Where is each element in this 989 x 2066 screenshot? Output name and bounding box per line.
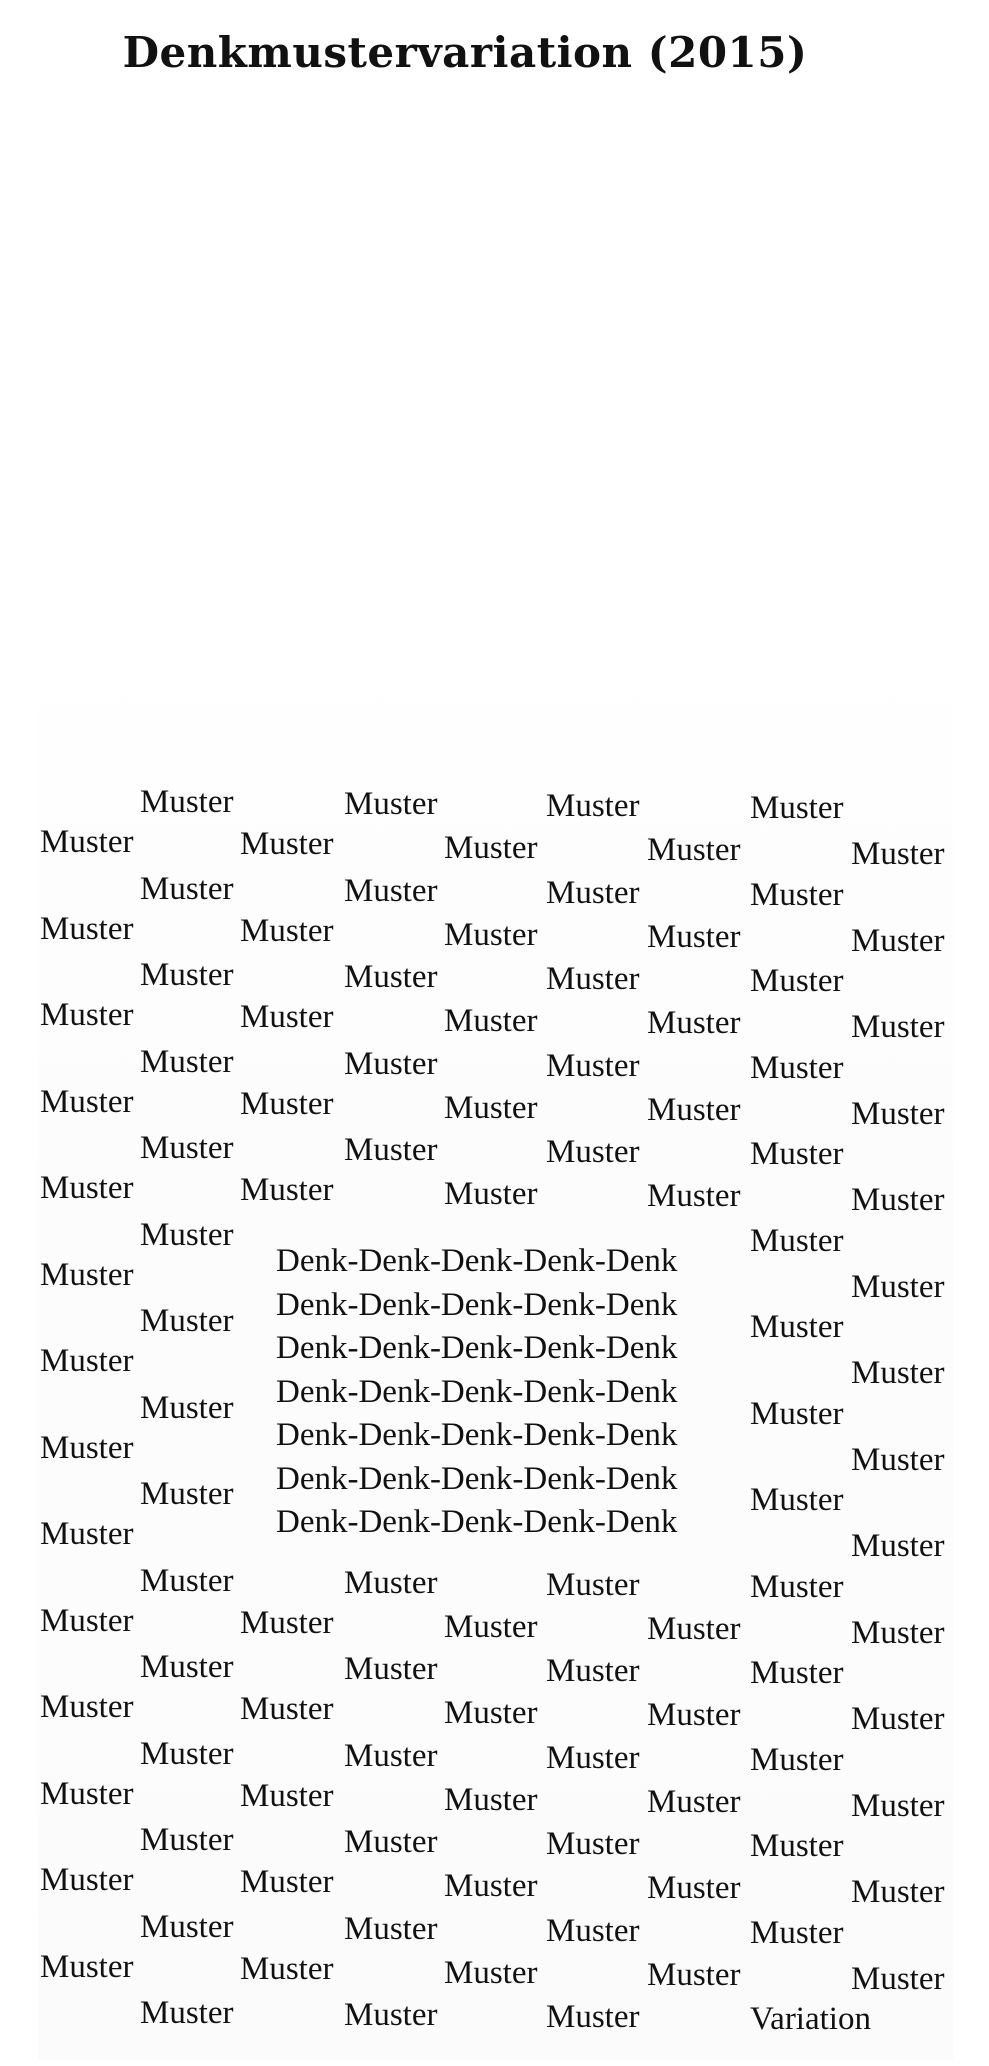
muster-word: Muster [40,1862,134,1898]
muster-word: Muster [851,922,945,959]
muster-word: Muster [750,1568,844,1605]
muster-word: Muster [140,1216,234,1253]
muster-word: Muster [750,1482,844,1518]
muster-word: Muster [240,1864,334,1900]
muster-word: Muster [344,1564,438,1601]
muster-word: Muster [750,1049,844,1086]
muster-word: Muster [140,1995,234,2031]
muster-word: Muster [344,1997,438,2033]
muster-word: Muster [647,1697,741,1733]
muster-word: Muster [647,832,741,868]
muster-word: Muster [750,1136,844,1172]
muster-word: Muster [240,999,334,1035]
muster-word: Muster [750,1828,844,1864]
muster-word: Muster [444,1868,538,1904]
muster-word: Muster [851,1874,945,1910]
muster-word: Muster [344,1824,438,1860]
denk-block [276,1240,677,1545]
muster-word: Muster [40,1429,134,1466]
muster-word: Muster [240,912,334,949]
muster-word: Muster [140,1822,234,1858]
muster-word: Muster [140,1908,234,1945]
muster-word: Muster [40,997,134,1033]
muster-word: Muster [140,1389,234,1426]
muster-word: Muster [344,1910,438,1947]
muster-word: Muster [444,1695,538,1731]
muster-word: Muster [647,1783,741,1820]
muster-word: Muster [344,1132,438,1168]
muster-word: Muster [344,1651,438,1687]
muster-word: Muster [851,1268,945,1305]
muster-word: Muster [444,1176,538,1212]
muster-word: Muster [40,1256,134,1293]
muster-word: Muster [546,874,640,911]
muster-word: Muster [647,1610,741,1647]
muster-word: Muster [851,1441,945,1478]
muster-word: Muster [851,1787,945,1824]
muster-word: Muster [444,1954,538,1991]
muster-word: Muster [546,1134,640,1170]
muster-word: Muster [40,1689,134,1725]
muster-word: Muster [444,1781,538,1818]
muster-word: Muster [344,872,438,909]
muster-word: Muster [40,1775,134,1812]
muster-word: Muster [140,870,234,907]
muster-word: Muster [546,1653,640,1689]
muster-word: Muster [851,1701,945,1737]
poem-title: Denkmustervariation (2015) [122,28,808,77]
muster-word: Muster [647,1005,741,1041]
muster-word: Muster [344,1737,438,1774]
muster-word: Muster [546,1739,640,1776]
muster-word: Muster [344,786,438,822]
muster-word: Muster [851,1614,945,1651]
denk-line: Denk-Denk-Denk-Denk-Denk [276,1330,678,1366]
muster-word: Muster [750,790,844,826]
muster-word: Muster [140,1735,234,1772]
muster-word: Muster [851,1355,945,1391]
muster-word: Muster [40,1602,134,1639]
muster-word: Muster [750,1395,844,1432]
muster-word: Muster [40,1343,134,1379]
variation-word: Variation [750,2001,871,2037]
muster-word: Muster [546,1047,640,1084]
muster-word: Muster [851,1960,945,1997]
muster-word: Muster [647,918,741,955]
muster-word: Muster [140,957,234,993]
muster-word: Muster [240,1777,334,1814]
muster-word: Muster [240,1691,334,1727]
denk-line: Denk-Denk-Denk-Denk-Denk [276,1460,678,1497]
muster-word: Muster [851,1182,945,1218]
muster-word: Muster [40,1516,134,1552]
muster-word: Muster [546,788,640,824]
muster-word: Muster [851,1009,945,1045]
muster-word: Muster [851,1528,945,1564]
muster-word: Muster [750,876,844,913]
muster-word: Muster [546,1826,640,1862]
denk-line: Denk-Denk-Denk-Denk-Denk [276,1243,678,1279]
muster-word: Muster [444,1089,538,1126]
muster-word: Muster [40,1083,134,1120]
denk-line: Denk-Denk-Denk-Denk-Denk [276,1373,678,1410]
muster-word: Muster [444,1608,538,1645]
muster-word: Muster [240,1085,334,1122]
muster-word: Muster [444,830,538,866]
muster-word: Muster [344,1045,438,1082]
muster-word: Muster [140,1649,234,1685]
denk-line: Denk-Denk-Denk-Denk-Denk [276,1504,678,1540]
muster-word: Muster [546,1566,640,1603]
muster-word: Muster [240,1950,334,1987]
muster-word: Muster [40,1948,134,1985]
denk-line: Denk-Denk-Denk-Denk-Denk [276,1417,678,1453]
muster-word: Muster [647,1956,741,1993]
muster-word: Muster [140,1043,234,1080]
muster-word: Muster [140,1303,234,1339]
muster-word: Muster [240,1604,334,1641]
muster-word: Muster [344,959,438,995]
muster-word: Muster [750,1222,844,1259]
muster-word: Muster [647,1870,741,1906]
muster-word: Muster [40,1170,134,1206]
muster-word: Muster [750,1309,844,1345]
muster-word: Muster [240,826,334,862]
muster-word: Muster [444,916,538,953]
muster-word: Muster [140,1476,234,1512]
muster-word: Muster [750,1914,844,1951]
muster-word: Muster [647,1178,741,1214]
muster-word: Muster [546,961,640,997]
muster-word: Muster [647,1091,741,1128]
muster-word: Muster [750,963,844,999]
muster-word: Muster [546,1912,640,1949]
denk-line: Denk-Denk-Denk-Denk-Denk [276,1286,678,1323]
muster-word: Muster [140,1130,234,1166]
muster-word: Muster [40,824,134,860]
muster-word: Muster [40,910,134,947]
muster-word: Muster [140,1562,234,1599]
muster-word: Muster [140,784,234,820]
muster-word: Muster [851,836,945,872]
muster-word: Muster [546,1999,640,2035]
muster-word: Muster [750,1741,844,1778]
muster-word: Muster [851,1095,945,1132]
muster-word: Muster [444,1003,538,1039]
muster-word: Muster [750,1655,844,1691]
muster-word: Muster [240,1172,334,1208]
